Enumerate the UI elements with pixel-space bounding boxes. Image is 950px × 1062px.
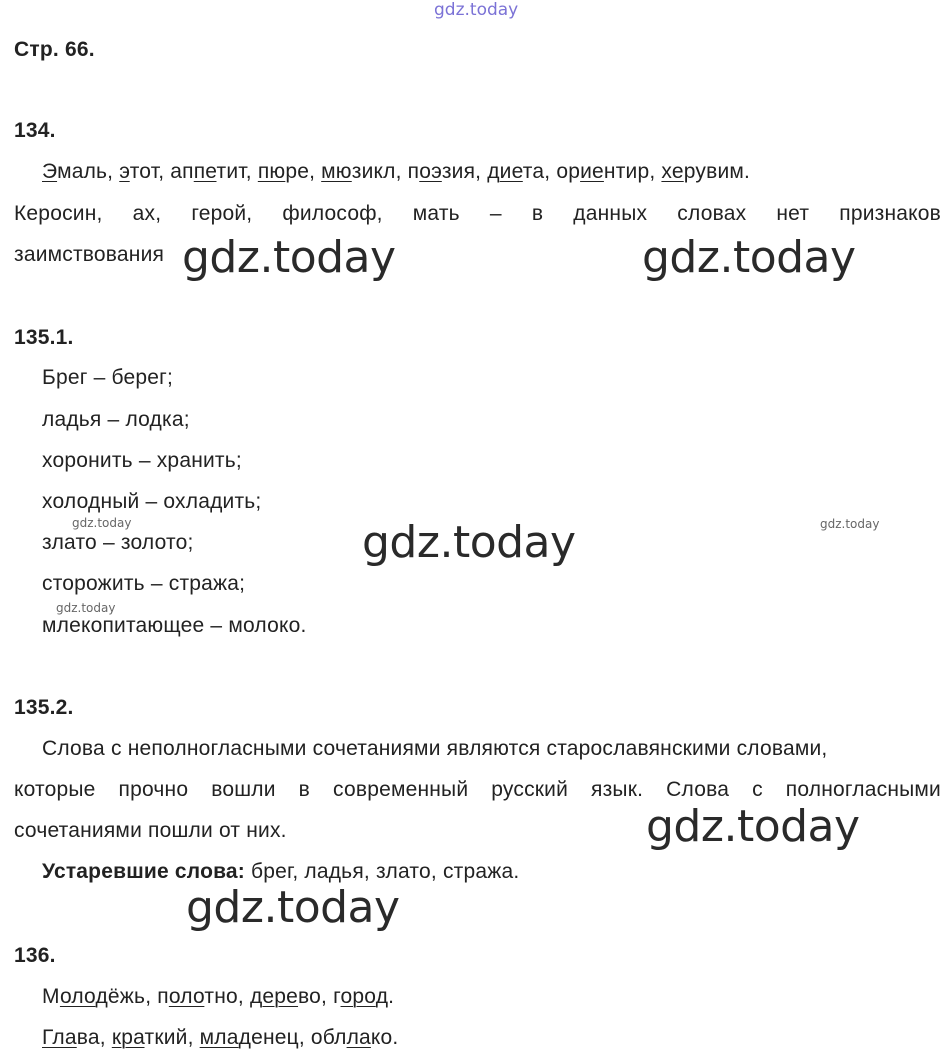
word-pair: Брег – берег; [42,366,174,389]
word-text: та, ор [522,160,581,183]
underlined-letters: э [119,160,130,183]
word-text: тот, ап [129,160,194,183]
exercise-135-2-number: 135.2. [14,696,74,719]
exercise-136-line-1 [42,985,394,1009]
watermark: gdz.today [362,517,576,568]
underlined-letters: Гла [42,1026,77,1049]
underlined-letters: ере [262,985,299,1008]
word-pair: ладья – лодка; [42,408,190,431]
exercise-134-number: 134. [14,119,56,142]
top-watermark: gdz.today [434,0,519,20]
word-pair: холодный – охладить; [42,490,262,513]
underlined-letters: ла [346,1026,371,1049]
word-text: маль, [57,160,120,183]
underlined-letters: кра [111,1026,145,1049]
word-text: д. [375,985,395,1008]
word-text: зия, д [441,160,500,183]
word-pair: сторожить – стража; [42,572,246,595]
exercise-135-2-line-1: Слова с неполногласными сочетаниями являются старославянскими словами, [42,737,828,760]
page-header: Стр. 66. [14,38,95,61]
obsolete-words-label: Устаревшие слова: [42,860,246,883]
underlined-letters: пю [257,160,286,183]
word-text: рувим. [683,160,751,183]
obsolete-words [42,860,519,884]
underlined-letters: хе [661,160,684,183]
underlined-letters: оэ [419,160,442,183]
watermark: gdz.today [642,232,856,283]
small-watermark: gdz.today [72,516,132,530]
word-text: тит, [216,160,258,183]
exercise-134-paragraph-line-1: Керосин, ах, герой, философ, мать – в данных словах нет признаков [14,202,941,225]
underlined-letters: оло [168,985,205,1008]
underlined-letters: ие [499,160,523,183]
underlined-letters: мю [321,160,352,183]
watermark: gdz.today [182,232,396,283]
word-pair: злато – золото; [42,531,194,554]
exercise-135-2-line-2: которые прочно вошли в современный русский язык. Слова с полногласными [14,778,941,801]
word-pair: млекопитающее – молоко. [42,614,307,637]
word-text: дёжь, п [95,985,169,1008]
word-text: ко. [370,1026,399,1049]
word-text: во, г [298,985,341,1008]
word-text: ва, [76,1026,112,1049]
word-text: М [42,985,60,1008]
word-text: денец, обл [238,1026,347,1049]
watermark: gdz.today [646,801,860,852]
word-pair: хоронить – хранить; [42,449,242,472]
exercise-136-number: 136. [14,944,56,967]
word-text: ткий, [144,1026,200,1049]
underlined-letters: Э [42,160,58,183]
word-text: тно, д [204,985,263,1008]
watermark: gdz.today [186,882,400,933]
small-watermark: gdz.today [56,601,116,615]
obsolete-words-value: брег, ладья, злато, стража. [245,860,520,883]
underlined-letters: ие [580,160,604,183]
exercise-136-line-2 [42,1026,398,1050]
exercise-135-2-line-3: сочетаниями пошли от них. [14,819,287,842]
small-watermark: gdz.today [820,517,880,531]
underlined-letters: оло [59,985,96,1008]
underlined-letters: пе [193,160,217,183]
word-text: нтир, [603,160,662,183]
underlined-letters: оро [340,985,376,1008]
word-text: ре, [285,160,322,183]
exercise-134-paragraph-line-2: заимствования [14,243,165,266]
exercise-134-words [42,160,750,184]
exercise-135-1-number: 135.1. [14,326,74,349]
underlined-letters: мла [199,1026,239,1049]
word-text: зикл, п [351,160,420,183]
